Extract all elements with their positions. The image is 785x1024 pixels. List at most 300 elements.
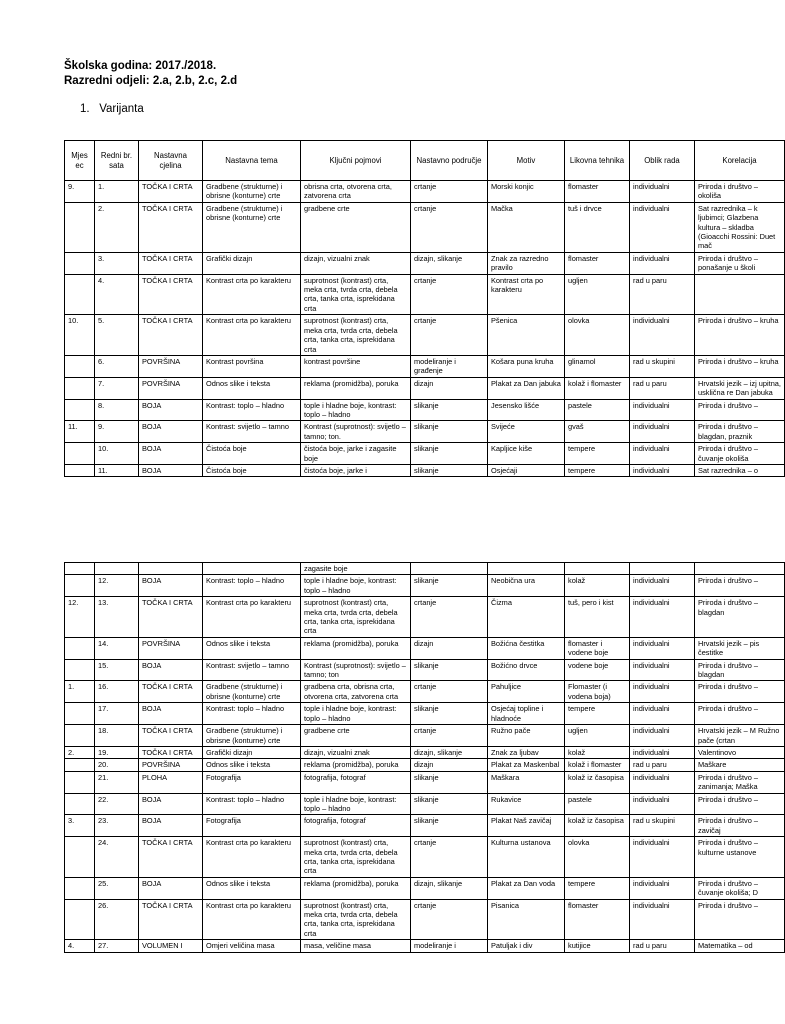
correlation-cell: Priroda i društvo – (695, 681, 785, 703)
lesson-number-cell: 15. (95, 659, 139, 681)
correlation-cell: Priroda i društvo – (695, 793, 785, 815)
key-concepts-cell: tople i hladne boje, kontrast: toplo – hladno (301, 575, 411, 597)
lesson-number-cell: 7. (95, 377, 139, 399)
topic-cell: Kontrast: toplo – hladno (203, 575, 301, 597)
lesson-number-cell: 20. (95, 759, 139, 771)
topic-cell: Gradbene (strukturne) i obrisne (konturne) crte (203, 181, 301, 203)
area-cell: crtanje (411, 202, 488, 252)
table-row (65, 940, 785, 952)
key-concepts-cell: reklama (promidžba), poruka (301, 759, 411, 771)
correlation-cell (695, 563, 785, 575)
technique-cell: tempere (565, 703, 630, 725)
technique-cell: ugljen (565, 725, 630, 747)
motif-cell: Plakat za Dan jabuka (488, 377, 565, 399)
area-cell: slikanje (411, 575, 488, 597)
curriculum-table-page-2 (64, 562, 785, 953)
area-cell: dizajn, slikanje (411, 877, 488, 899)
unit-cell: BOJA (139, 659, 203, 681)
topic-cell: Grafički dizajn (203, 746, 301, 758)
work-form-cell: rad u paru (630, 759, 695, 771)
topic-cell: Gradbene (strukturne) i obrisne (konturne) crte (203, 725, 301, 747)
key-concepts-cell: gradbene crte (301, 202, 411, 252)
work-form-cell: individualni (630, 637, 695, 659)
lesson-number-cell: 13. (95, 597, 139, 638)
correlation-cell: Priroda i društvo – kruha (695, 315, 785, 356)
month-cell (65, 771, 95, 793)
work-form-cell: individualni (630, 597, 695, 638)
table-row (65, 793, 785, 815)
technique-cell: kolaž (565, 746, 630, 758)
topic-cell: Čistoća boje (203, 443, 301, 465)
area-cell: dizajn, slikanje (411, 252, 488, 274)
key-concepts-cell: suprotnost (kontrast) crta, meka crta, tvrda crta, debela crta, tanka crta, isprekidana crta (301, 315, 411, 356)
school-year: Školska godina: 2017./2018. (64, 60, 217, 72)
month-cell: 2. (65, 746, 95, 758)
class-groups: Razredni odjeli: 2.a, 2.b, 2.c, 2.d (64, 75, 238, 87)
correlation-cell: Priroda i društvo – kruha (695, 355, 785, 377)
topic-cell: Kontrast crta po karakteru (203, 315, 301, 356)
key-concepts-cell: suprotnost (kontrast) crta, meka crta, tvrda crta, debela crta, tanka crta, isprekidana crta (301, 899, 411, 940)
motif-cell: Maškara (488, 771, 565, 793)
topic-cell: Gradbene (strukturne) i obrisne (konturne) crte (203, 202, 301, 252)
key-concepts-cell: tople i hladne boje, kontrast: toplo – hladno (301, 703, 411, 725)
work-form-cell: individualni (630, 793, 695, 815)
area-cell: dizajn, slikanje (411, 746, 488, 758)
topic-cell (203, 563, 301, 575)
work-form-cell (630, 563, 695, 575)
key-concepts-cell: Kontrast (suprotnost): svijetlo – tamno; ton (301, 659, 411, 681)
work-form-cell: individualni (630, 725, 695, 747)
table-row (65, 703, 785, 725)
correlation-cell: Sat razrednika – k ljubimci; Glazbena kultura – skladba (Gioacchi Rossini: Duet mač (695, 202, 785, 252)
area-cell: crtanje (411, 274, 488, 315)
unit-cell: TOČKA I CRTA (139, 746, 203, 758)
month-cell: 10. (65, 315, 95, 356)
unit-cell: BOJA (139, 703, 203, 725)
technique-cell: tempere (565, 443, 630, 465)
lesson-number-cell: 24. (95, 837, 139, 878)
motif-cell: Jesensko lišće (488, 399, 565, 421)
motif-cell: Čizma (488, 597, 565, 638)
topic-cell: Kontrast crta po karakteru (203, 597, 301, 638)
column-header: Motiv (488, 141, 565, 181)
unit-cell: BOJA (139, 443, 203, 465)
motif-cell: Osjećaj topline i hladnoće (488, 703, 565, 725)
area-cell: slikanje (411, 771, 488, 793)
unit-cell: BOJA (139, 421, 203, 443)
technique-cell: flomaster (565, 899, 630, 940)
unit-cell: TOČKA I CRTA (139, 681, 203, 703)
motif-cell: Plakat za Maskenbal (488, 759, 565, 771)
topic-cell: Kontrast površina (203, 355, 301, 377)
correlation-cell: Priroda i društvo – kulturne ustanove (695, 837, 785, 878)
lesson-number-cell: 23. (95, 815, 139, 837)
column-header: Nastavna tema (203, 141, 301, 181)
unit-cell: POVRŠINA (139, 355, 203, 377)
topic-cell: Kontrast: toplo – hladno (203, 793, 301, 815)
technique-cell: olovka (565, 315, 630, 356)
month-cell (65, 575, 95, 597)
lesson-number-cell: 3. (95, 252, 139, 274)
topic-cell: Odnos slike i teksta (203, 377, 301, 399)
correlation-cell: Priroda i društvo – (695, 399, 785, 421)
lesson-number-cell: 2. (95, 202, 139, 252)
month-cell: 3. (65, 815, 95, 837)
correlation-cell: Maškare (695, 759, 785, 771)
area-cell: crtanje (411, 315, 488, 356)
topic-cell: Čistoća boje (203, 464, 301, 476)
unit-cell: POVRŠINA (139, 637, 203, 659)
motif-cell: Osjećaji (488, 464, 565, 476)
key-concepts-cell: gradbena crta, obrisna crta, otvorena crta, zatvorena crta (301, 681, 411, 703)
technique-cell: kolaž i flomaster (565, 377, 630, 399)
lesson-number-cell: 21. (95, 771, 139, 793)
key-concepts-cell: tople i hladne boje, kontrast: toplo – hladno (301, 399, 411, 421)
table-row (65, 659, 785, 681)
area-cell: crtanje (411, 597, 488, 638)
topic-cell: Odnos slike i teksta (203, 877, 301, 899)
unit-cell: POVRŠINA (139, 377, 203, 399)
area-cell: slikanje (411, 703, 488, 725)
area-cell: dizajn (411, 759, 488, 771)
technique-cell: vodene boje (565, 659, 630, 681)
month-cell (65, 725, 95, 747)
topic-cell: Fotografija (203, 815, 301, 837)
technique-cell: tuš i drvce (565, 202, 630, 252)
technique-cell: flomaster (565, 181, 630, 203)
technique-cell: olovka (565, 837, 630, 878)
month-cell: 11. (65, 421, 95, 443)
motif-cell: Košara puna kruha (488, 355, 565, 377)
month-cell (65, 703, 95, 725)
column-header: Mjes ec (65, 141, 95, 181)
area-cell (411, 563, 488, 575)
key-concepts-cell: gradbene crte (301, 725, 411, 747)
work-form-cell: individualni (630, 659, 695, 681)
technique-cell: tempere (565, 464, 630, 476)
key-concepts-cell: čistoća boje, jarke i zagasite boje (301, 443, 411, 465)
table-row (65, 877, 785, 899)
table-row (65, 771, 785, 793)
area-cell: crtanje (411, 181, 488, 203)
table-row (65, 899, 785, 940)
lesson-number-cell: 19. (95, 746, 139, 758)
unit-cell: POVRŠINA (139, 759, 203, 771)
month-cell (65, 793, 95, 815)
correlation-cell: Priroda i društvo – čuvanje okoliša (695, 443, 785, 465)
technique-cell: pastele (565, 793, 630, 815)
month-cell (65, 563, 95, 575)
motif-cell: Morski konjic (488, 181, 565, 203)
motif-cell: Plakat za Dan voda (488, 877, 565, 899)
unit-cell: BOJA (139, 877, 203, 899)
table-row (65, 725, 785, 747)
topic-cell: Kontrast crta po karakteru (203, 899, 301, 940)
motif-cell: Ružno pače (488, 725, 565, 747)
topic-cell: Grafički dizajn (203, 252, 301, 274)
motif-cell: Božićno drvce (488, 659, 565, 681)
topic-cell: Kontrast crta po karakteru (203, 274, 301, 315)
area-cell: slikanje (411, 443, 488, 465)
motif-cell: Znak za ljubav (488, 746, 565, 758)
key-concepts-cell: fotografija, fotograf (301, 815, 411, 837)
key-concepts-cell: kontrast površine (301, 355, 411, 377)
technique-cell: kolaž iz časopisa (565, 815, 630, 837)
work-form-cell: individualni (630, 575, 695, 597)
key-concepts-cell: reklama (promidžba), poruka (301, 377, 411, 399)
work-form-cell: individualni (630, 464, 695, 476)
work-form-cell: individualni (630, 771, 695, 793)
unit-cell: TOČKA I CRTA (139, 597, 203, 638)
month-cell (65, 899, 95, 940)
column-header: Nastavno područje (411, 141, 488, 181)
month-cell (65, 759, 95, 771)
column-header: Redni br. sata (95, 141, 139, 181)
work-form-cell: rad u paru (630, 940, 695, 952)
work-form-cell: individualni (630, 899, 695, 940)
topic-cell: Kontrast crta po karakteru (203, 837, 301, 878)
table-row (65, 681, 785, 703)
motif-cell: Mačka (488, 202, 565, 252)
key-concepts-cell: suprotnost (kontrast) crta, meka crta, tvrda crta, debela crta, tanka crta, isprekidana crta (301, 837, 411, 878)
lesson-number-cell: 22. (95, 793, 139, 815)
correlation-cell: Priroda i društvo – blagdan (695, 659, 785, 681)
key-concepts-cell: čistoća boje, jarke i (301, 464, 411, 476)
variant-label: Varijanta (99, 103, 144, 115)
correlation-cell: Priroda i društvo – (695, 899, 785, 940)
table-row (65, 837, 785, 878)
work-form-cell: rad u paru (630, 274, 695, 315)
lesson-number-cell: 17. (95, 703, 139, 725)
area-cell: slikanje (411, 815, 488, 837)
motif-cell (488, 563, 565, 575)
table-row (65, 575, 785, 597)
lesson-number-cell: 10. (95, 443, 139, 465)
work-form-cell: individualni (630, 746, 695, 758)
key-concepts-cell: masa, veličine masa (301, 940, 411, 952)
correlation-cell: Priroda i društvo – blagdan, praznik (695, 421, 785, 443)
key-concepts-cell: zagasite boje (301, 563, 411, 575)
area-cell: modeliranje i građenje (411, 355, 488, 377)
lesson-number-cell: 5. (95, 315, 139, 356)
lesson-number-cell: 4. (95, 274, 139, 315)
correlation-cell: Hrvatski jezik – M Ružno pače (crtan (695, 725, 785, 747)
motif-cell: Pisanica (488, 899, 565, 940)
month-cell: 4. (65, 940, 95, 952)
key-concepts-cell: reklama (promidžba), poruka (301, 877, 411, 899)
motif-cell: Kontrast crta po karakteru (488, 274, 565, 315)
work-form-cell: rad u skupini (630, 815, 695, 837)
month-cell (65, 837, 95, 878)
work-form-cell: individualni (630, 877, 695, 899)
correlation-cell: Priroda i društvo – čuvanje okoliša; D (695, 877, 785, 899)
motif-cell: Patuljak i div (488, 940, 565, 952)
topic-cell: Kontrast: toplo – hladno (203, 703, 301, 725)
column-header: Nastavna cjelina (139, 141, 203, 181)
technique-cell: gvaš (565, 421, 630, 443)
table-row (65, 637, 785, 659)
area-cell: slikanje (411, 421, 488, 443)
technique-cell: tempere (565, 877, 630, 899)
key-concepts-cell: reklama (promidžba), poruka (301, 637, 411, 659)
table-row (65, 759, 785, 771)
motif-cell: Svijeće (488, 421, 565, 443)
unit-cell: PLOHA (139, 771, 203, 793)
correlation-cell: Priroda i društvo – okoliša (695, 181, 785, 203)
key-concepts-cell: dizajn, vizualni znak (301, 252, 411, 274)
topic-cell: Kontrast: svijetlo – tamno (203, 421, 301, 443)
work-form-cell: individualni (630, 181, 695, 203)
unit-cell: TOČKA I CRTA (139, 274, 203, 315)
variant-number: 1. (80, 103, 90, 115)
area-cell: slikanje (411, 464, 488, 476)
area-cell: dizajn (411, 637, 488, 659)
unit-cell: TOČKA I CRTA (139, 315, 203, 356)
topic-cell: Omjeri veličina masa (203, 940, 301, 952)
column-header: Ključni pojmovi (301, 141, 411, 181)
lesson-number-cell: 6. (95, 355, 139, 377)
unit-cell: VOLUMEN I (139, 940, 203, 952)
technique-cell: Flomaster (i vodena boja) (565, 681, 630, 703)
topic-cell: Fotografija (203, 771, 301, 793)
column-header: Likovna tehnika (565, 141, 630, 181)
topic-cell: Gradbene (strukturne) i obrisne (konturne) crte (203, 681, 301, 703)
unit-cell: BOJA (139, 815, 203, 837)
unit-cell: TOČKA I CRTA (139, 252, 203, 274)
area-cell: modeliranje i (411, 940, 488, 952)
technique-cell: kutijice (565, 940, 630, 952)
topic-cell: Odnos slike i teksta (203, 637, 301, 659)
work-form-cell: rad u paru (630, 377, 695, 399)
month-cell: 12. (65, 597, 95, 638)
lesson-number-cell: 14. (95, 637, 139, 659)
correlation-cell: Priroda i društvo – zanimanja; Maška (695, 771, 785, 793)
key-concepts-cell: dizajn, vizualni znak (301, 746, 411, 758)
technique-cell: kolaž iz časopisa (565, 771, 630, 793)
work-form-cell: individualni (630, 315, 695, 356)
area-cell: slikanje (411, 793, 488, 815)
unit-cell: BOJA (139, 399, 203, 421)
work-form-cell: rad u skupini (630, 355, 695, 377)
topic-cell: Kontrast: toplo – hladno (203, 399, 301, 421)
table-body-page-2 (65, 563, 785, 953)
column-header: Oblik rada (630, 141, 695, 181)
motif-cell: Rukavice (488, 793, 565, 815)
technique-cell: pastele (565, 399, 630, 421)
correlation-cell: Priroda i društvo – ponašanje u školi (695, 252, 785, 274)
area-cell: crtanje (411, 725, 488, 747)
key-concepts-cell: suprotnost (kontrast) crta, meka crta, tvrda crta, debela crta, tanka crta, isprekidana crta (301, 597, 411, 638)
area-cell: crtanje (411, 899, 488, 940)
lesson-number-cell: 12. (95, 575, 139, 597)
key-concepts-cell: tople i hladne boje, kontrast: toplo – hladno (301, 793, 411, 815)
lesson-number-cell: 16. (95, 681, 139, 703)
correlation-cell: Priroda i društvo – (695, 703, 785, 725)
motif-cell: Plakat Naš zavičaj (488, 815, 565, 837)
area-cell: crtanje (411, 681, 488, 703)
correlation-cell: Priroda i društvo – zavičaj (695, 815, 785, 837)
topic-cell: Odnos slike i teksta (203, 759, 301, 771)
topic-cell: Kontrast: svijetlo – tamno (203, 659, 301, 681)
technique-cell: kolaž i flomaster (565, 759, 630, 771)
area-cell: slikanje (411, 659, 488, 681)
month-cell: 9. (65, 181, 95, 203)
work-form-cell: individualni (630, 421, 695, 443)
lesson-number-cell: 18. (95, 725, 139, 747)
unit-cell: TOČKA I CRTA (139, 725, 203, 747)
unit-cell: BOJA (139, 464, 203, 476)
column-header: Korelacija (695, 141, 785, 181)
correlation-cell: Valentinovo (695, 746, 785, 758)
table-row (65, 746, 785, 758)
motif-cell: Kapljice kiše (488, 443, 565, 465)
key-concepts-cell: Kontrast (suprotnost): svijetlo – tamno; ton. (301, 421, 411, 443)
month-cell (65, 637, 95, 659)
work-form-cell: individualni (630, 399, 695, 421)
technique-cell (565, 563, 630, 575)
key-concepts-cell: obrisna crta, otvorena crta, zatvorena crta (301, 181, 411, 203)
work-form-cell: individualni (630, 202, 695, 252)
motif-cell: Neobična ura (488, 575, 565, 597)
lesson-number-cell: 25. (95, 877, 139, 899)
key-concepts-cell: fotografija, fotograf (301, 771, 411, 793)
lesson-number-cell: 9. (95, 421, 139, 443)
unit-cell: BOJA (139, 575, 203, 597)
work-form-cell: individualni (630, 703, 695, 725)
table-row (65, 597, 785, 638)
work-form-cell: individualni (630, 681, 695, 703)
motif-cell: Znak za razredno pravilo (488, 252, 565, 274)
correlation-cell: Sat razrednika – o (695, 464, 785, 476)
motif-cell: Pahuljice (488, 681, 565, 703)
area-cell: crtanje (411, 837, 488, 878)
unit-cell: TOČKA I CRTA (139, 837, 203, 878)
month-cell (65, 659, 95, 681)
unit-cell: BOJA (139, 793, 203, 815)
month-cell: 1. (65, 681, 95, 703)
lesson-number-cell: 26. (95, 899, 139, 940)
month-cell (65, 877, 95, 899)
work-form-cell: individualni (630, 837, 695, 878)
unit-cell (139, 563, 203, 575)
technique-cell: flomaster i vodene boje (565, 637, 630, 659)
table-row (65, 563, 785, 575)
lesson-number-cell: 1. (95, 181, 139, 203)
technique-cell: kolaž (565, 575, 630, 597)
correlation-cell: Matematika – od (695, 940, 785, 952)
technique-cell: ugljen (565, 274, 630, 315)
work-form-cell: individualni (630, 443, 695, 465)
unit-cell: TOČKA I CRTA (139, 202, 203, 252)
technique-cell: flomaster (565, 252, 630, 274)
lesson-number-cell (95, 563, 139, 575)
unit-cell: TOČKA I CRTA (139, 899, 203, 940)
motif-cell: Pšenica (488, 315, 565, 356)
lesson-number-cell: 8. (95, 399, 139, 421)
correlation-cell: Hrvatski jezik – pis čestitke (695, 637, 785, 659)
lesson-number-cell: 27. (95, 940, 139, 952)
correlation-cell: Priroda i društvo – (695, 575, 785, 597)
table-row (65, 815, 785, 837)
technique-cell: tuš, pero i kist (565, 597, 630, 638)
key-concepts-cell: suprotnost (kontrast) crta, meka crta, tvrda crta, debela crta, tanka crta, isprekidana crta (301, 274, 411, 315)
area-cell: dizajn (411, 377, 488, 399)
lesson-number-cell: 11. (95, 464, 139, 476)
unit-cell: TOČKA I CRTA (139, 181, 203, 203)
motif-cell: Kulturna ustanova (488, 837, 565, 878)
work-form-cell: individualni (630, 252, 695, 274)
motif-cell: Božićna čestitka (488, 637, 565, 659)
